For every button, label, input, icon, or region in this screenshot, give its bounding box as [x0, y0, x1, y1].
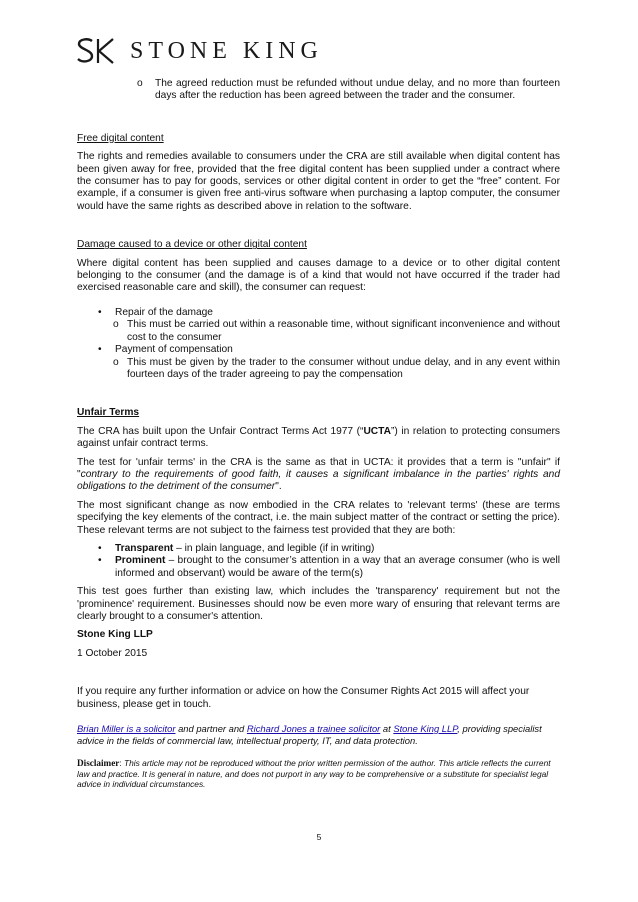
damage-body: Where digital content has been supplied and causes damage to a device or to other digital content belonging to the consumer (and the damage is of a kind that would not have occurred if the trader had exercised reasonable care and skill), the consumer can request: — [77, 257, 560, 294]
unfair-p2: The test for 'unfair terms' in the CRA is the same as that in UCTA: it provides that a term is "unfair" if "contrary to the requirements of good faith, it causes a significant imbalance in the parties' rights and obligations to the detriment of the consumer". — [77, 456, 560, 493]
term-desc: – brought to the consumer’s attention in a way that an average consumer (who is well informed and observant) would be aware of the term(s) — [115, 555, 560, 579]
firm-name: Stone King LLP — [77, 629, 153, 641]
circle-bullet-icon: o — [113, 356, 119, 368]
bullet-icon: • — [98, 555, 102, 567]
list-item-prominent — [77, 555, 560, 580]
circle-bullet-icon: o — [137, 78, 143, 89]
unfair-terms-heading: Unfair Terms — [77, 407, 140, 419]
refund-sub-text: The agreed reduction must be refunded without undue delay, and no more than fourteen days after the reduction has been agreed between the trader and the consumer. — [155, 78, 560, 102]
term-transparent: Transparent — [115, 542, 174, 554]
unfair-p3: The most significant change as now embodied in the CRA relates to 'relevant terms' (these are terms specifying the key elements of the contract, i.e. the main subject matter of the contract or setting the price). These relevant terms are not subject to the fairness test provided that they are both: — [77, 499, 560, 536]
author-credit: Brian Miller is a solicitor and partner and Richard Jones a trainee solicitor at Stone King LLP, providing specialist advice in the fields of commercial law, intellectual property, IT, and data protection. — [77, 723, 542, 746]
link-stone-king-llp[interactable]: Stone King LLP — [393, 723, 458, 735]
free-digital-body: The rights and remedies available to consumers under the CRA are still available when digital content has been given away for free, provided that the free digital content has been supplied under a contract where the consumer has to pay for goods, services or other digital content in order to get the “free” content. For example, if a consumer is given free anti-virus software when purchasing a laptop computer, the consumer would have the same rights as described above in relation to the software. — [77, 151, 560, 212]
refund-sub-item — [77, 78, 560, 103]
unfair-p4: This test goes further than existing law, which includes the 'transparency' requirement but not the 'prominence' requirement. Businesses should now be even more wary of ensuring that relevant terms are clearly brought to a consumer's attention. — [77, 586, 560, 622]
ucta-abbrev: UCTA — [363, 425, 391, 437]
list-item-label: Repair of the damage — [115, 306, 213, 318]
unfair-p1: The CRA has built upon the Unfair Contract Terms Act 1977 (“UCTA”) in relation to protecting consumers against unfair contract terms. — [77, 425, 560, 450]
bullet-icon: • — [98, 542, 102, 554]
sk-monogram-icon — [76, 37, 116, 65]
term-desc: – in plain language, and legible (if in writing) — [173, 542, 375, 554]
damage-heading: Damage caused to a device or other digital content — [77, 239, 307, 251]
list-item-compensation — [77, 344, 560, 356]
page-number: 5 — [316, 832, 322, 842]
disclaimer-text: This article may not be reproduced without the prior written permission of the author. This article reflects the current law and practice. It is general in nature, and does not purport in any way to be comprehensive or a substitute for specialist legal advice in individual circumstances. — [77, 758, 551, 790]
disclaimer-label: Disclaimer — [77, 758, 120, 769]
term-prominent: Prominent — [115, 555, 166, 567]
sub-item-text: This must be carried out within a reasonable time, without significant inconvenience and without cost to the consumer — [127, 319, 560, 343]
stone-king-logo — [76, 36, 323, 66]
contact-paragraph: If you require any further information or advice on how the Consumer Rights Act 2015 will affect your business, please get in touch. — [77, 686, 530, 710]
logo-text: STONE KING — [130, 38, 323, 64]
sub-item-compensation — [77, 357, 560, 382]
sub-item-repair — [77, 319, 560, 344]
sub-item-text: This must be given by the trader to the consumer without undue delay, and in any event within fourteen days of the trader agreeing to pay the compensation — [127, 356, 560, 380]
document-body — [77, 78, 560, 790]
link-richard-jones[interactable]: Richard Jones a trainee solicitor — [246, 723, 381, 735]
disclaimer: Disclaimer: This article may not be reproduced without the prior written permission of the author. This article reflects the current law and practice. It is general in nature, and does not purport in any way to be comprehensive or a substitute for specialist legal advice in individual circumstances. — [77, 758, 551, 790]
list-item-repair — [77, 307, 560, 319]
article-date: 1 October 2015 — [77, 647, 148, 659]
good-faith-quote: contrary to the requirements of good faith, it causes a significant imbalance in the parties' rights and obligations to the detriment of the consumer — [77, 468, 560, 493]
bullet-icon: • — [98, 344, 102, 356]
link-brian-miller[interactable]: Brian Miller is a solicitor — [77, 723, 176, 735]
bullet-icon: • — [98, 306, 102, 318]
free-digital-heading: Free digital content — [77, 132, 164, 144]
list-item-transparent — [77, 543, 560, 555]
circle-bullet-icon: o — [113, 319, 119, 331]
list-item-label: Payment of compensation — [115, 344, 233, 356]
